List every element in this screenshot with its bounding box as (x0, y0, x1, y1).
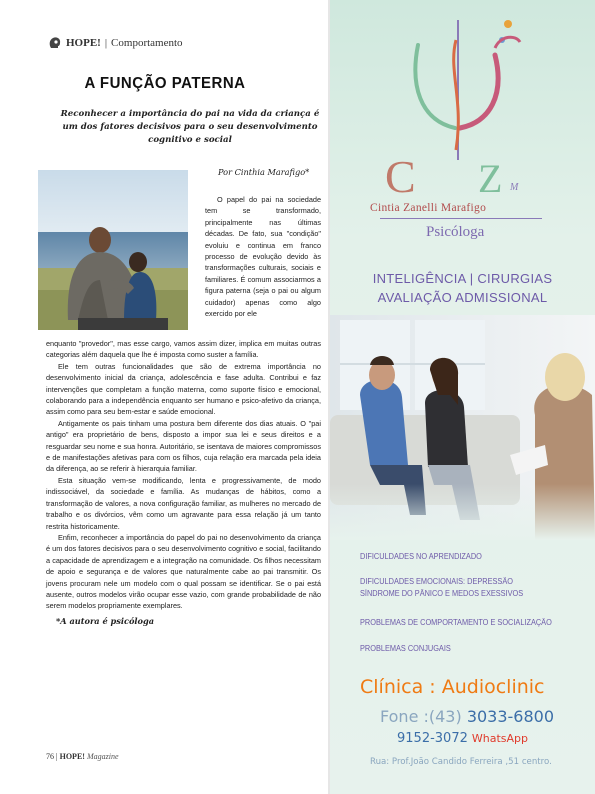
article-paragraph-2: Ele tem outras funcionalidades que são de extrema importância no desenvolvimento inicial da criança, adolescência e fase adulta. Contribui e faz intervenções que completam a função materna, como suporte físico e emocional, colaborando para a independência enquanto ser humano e psico-afetivo da criança, assim como para seu bem-estar e saúde emocional. (46, 361, 321, 417)
article-lead: Reconhecer a importância do pai na vida da criança é um dos fatores decisivos para o seu desenvolvimento cognitivo e social (60, 109, 320, 145)
whatsapp-line (397, 731, 528, 746)
page-number: 76 (46, 752, 54, 761)
article-intro-column (205, 194, 321, 319)
clinic-name: Clínica : Audioclinic (360, 676, 545, 698)
specialties-line-2: AVALIAÇÃO ADMISSIONAL (377, 290, 548, 305)
page-footer (46, 752, 119, 761)
phone-number[interactable]: 3033-6800 (466, 707, 555, 726)
father-child-photo (38, 170, 188, 330)
article-paragraph-3: Antigamente os pais tinham uma postura bem diferente dos dias atuais. O "pai antigo" era proprietário de bens, disposto a impor sua lei e seus direitos e a resguardar seu nome e sua honra. Autoritário, se isentava de maiores compromissos e de manifestações afetivas para com os filhos, cuja relação era marcada pela ideia da diferença, ao se referir à hierarquia familiar. (46, 418, 321, 474)
magazine-brand: HOPE! (66, 37, 101, 49)
psi-logo-icon (330, 0, 595, 200)
service-panic-syndrome: SÍNDROME DO PÂNICO E MEDOS EXESSIVOS (360, 589, 524, 598)
service-learning-difficulties: DIFICULDADES NO APRENDIZADO (360, 552, 482, 561)
header-separator: | (104, 37, 108, 49)
clinic-address: Rua: Prof.João Candido Ferreira ,51 centro. (370, 757, 552, 767)
article-main-column (46, 338, 321, 627)
psychologist-name: Cintia Zanelli Marafigo (370, 202, 487, 214)
whatsapp-label: WhatsApp (471, 732, 528, 745)
article-paragraph-4: Esta situação vem-se modificando, lenta e progressivamente, de modo indissociável, da sociedade e família. As mudanças de hábitos, como a transformação de valores, a nova configuração familiar, as mulheres no mercado de trabalho e os divórcios, vêm como um agravante para essa relação já um tanto restrita historicamente. (46, 475, 321, 531)
logo-letter-z: Z (478, 156, 503, 200)
service-behavior-problems: PROBLEMAS DE COMPORTAMENTO E SOCIALIZAÇÃO (360, 618, 552, 627)
article-title: A FUNÇÃO PATERNA (84, 74, 246, 93)
logo-letter-m: M (510, 182, 519, 193)
psychologist-advertisement (330, 0, 595, 794)
service-emotional-difficulties: DIFICULDADES EMOCIONAIS: DEPRESSÃO (360, 577, 513, 586)
mobile-number[interactable]: 9152-3072 (397, 731, 468, 746)
phone-label: Fone :(43) (380, 707, 467, 726)
section-header (48, 36, 183, 50)
service-couple-problems: PROBLEMAS CONJUGAIS (360, 644, 451, 653)
footer-separator: | (56, 752, 60, 761)
author-note: *A autora é psicóloga (56, 615, 155, 626)
section-name: Comportamento (111, 37, 183, 49)
therapy-session-photo (330, 315, 595, 540)
article-byline: Por Cinthia Marafigo* (218, 167, 310, 177)
article-paragraph-1-continued: enquanto "provedor", mas esse cargo, vamos assim dizer, implica em muitas outras categorias além daquela que lhe é imposta como suster a família. (46, 339, 321, 360)
article-paragraph-1: O papel do pai na sociedade tem se transformado, principalmente nas últimas décadas. De fato, sua "condição" evoluiu e continua em franco processo de evolução devido às transformações culturais, sociais e familiares. É comum associarmos a figura paterna (seja o pai ou algum cuidador) apenas como algo exercido por ele (205, 195, 321, 319)
specialties-line-1: INTELIGÊNCIA | CIRURGIAS (372, 271, 553, 286)
article-paragraph-5: Enfim, reconhecer a importância do papel do pai no desenvolvimento da criança é um dos fatores decisivos para o seu desenvolvimento cognitivo e social, facilitando a capacidade de aprendizagem e a integração na comunidade. Os filhos necessitam de apoio e segurança e de valores que naturalmente cabe ao pai transmitir. Os jovens procuram nele um modelo com o qual possam se identificar. Se o pai está ausente, outros modelos virão ocupar esse vazio, com grande probabilidade de não serem modelos propriamente exemplares. (46, 532, 321, 611)
psychologist-role: Psicóloga (426, 224, 485, 240)
footer-magazine: Magazine (86, 752, 119, 761)
logo-letter-c: C (385, 151, 416, 200)
footer-brand: HOPE! (59, 752, 85, 761)
hope-head-icon (48, 36, 62, 50)
phone-line (380, 707, 554, 726)
name-underline (380, 218, 542, 219)
